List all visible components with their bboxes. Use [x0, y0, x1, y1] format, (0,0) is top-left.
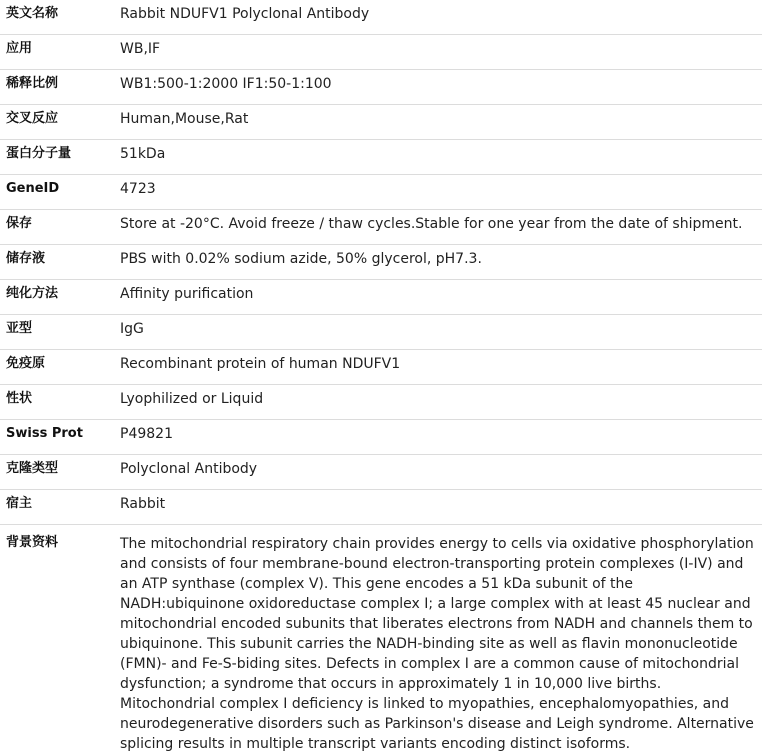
spec-label-cell [0, 35, 114, 70]
spec-label-cell [0, 525, 114, 754]
spec-value: Polyclonal Antibody [114, 455, 762, 479]
spec-value-cell [114, 35, 762, 70]
spec-value-cell [114, 70, 762, 105]
spec-label-cell [0, 70, 114, 105]
spec-label-cell [0, 175, 114, 210]
spec-value: P49821 [114, 420, 762, 444]
background-label: 背景资料 [0, 525, 114, 552]
spec-row-application [0, 35, 762, 70]
spec-value: Rabbit [114, 490, 762, 514]
spec-value: 51kDa [114, 140, 762, 164]
spec-value: Human,Mouse,Rat [114, 105, 762, 129]
spec-row-immunogen [0, 350, 762, 385]
spec-label: 免疫原 [0, 350, 114, 373]
background-text: The mitochondrial respiratory chain provides energy to cells via oxidative phosphorylation and consists of four membrane-bound electron-transporting protein complexes (I-IV) and an ATP synthase (complex V). This gene encodes a 51 kDa subunit of the NADH:ubiquinone oxidoreductase complex I; a large complex with at least 45 nuclear and mitochondrial encoded subunits that liberates electrons from NADH and channels them to ubiquinone. This subunit carries the NADH-binding site as well as flavin mononucleotide (FMN)- and Fe-S-biding sites. Defects in complex I are a common cause of mitochondrial dysfunction; a syndrome that occurs in approximately 1 in 10,000 live births. Mitochondrial complex I deficiency is linked to myopathies, encephalomyopathies, and neurodegenerative disorders such as Parkinson's disease and Leigh syndrome. Alternative splicing results in multiple transcript variants encoding distinct isoforms. [114, 525, 762, 754]
spec-label-cell [0, 280, 114, 315]
spec-label-cell [0, 490, 114, 525]
spec-value: WB,IF [114, 35, 762, 59]
spec-row-storage [0, 210, 762, 245]
spec-value-cell [114, 490, 762, 525]
spec-label: 应用 [0, 35, 114, 58]
spec-label: Swiss Prot [0, 420, 114, 443]
spec-value-cell [114, 105, 762, 140]
spec-label: 储存液 [0, 245, 114, 268]
spec-value-cell [114, 385, 762, 420]
spec-value: IgG [114, 315, 762, 339]
spec-label-cell [0, 245, 114, 280]
spec-value-cell [114, 0, 762, 35]
spec-label: 性状 [0, 385, 114, 408]
spec-value-cell [114, 175, 762, 210]
spec-label: GeneID [0, 175, 114, 198]
spec-value: Lyophilized or Liquid [114, 385, 762, 409]
spec-label: 交叉反应 [0, 105, 114, 128]
spec-label-cell [0, 140, 114, 175]
spec-row-english-name [0, 0, 762, 35]
spec-value: Affinity purification [114, 280, 762, 304]
spec-row-background [0, 525, 762, 754]
spec-label: 宿主 [0, 490, 114, 513]
spec-row-molecular-weight [0, 140, 762, 175]
spec-row-dilution [0, 70, 762, 105]
spec-value: PBS with 0.02% sodium azide, 50% glycerol, pH7.3. [114, 245, 762, 269]
spec-row-purification [0, 280, 762, 315]
spec-value-cell [114, 525, 762, 754]
spec-label-cell [0, 420, 114, 455]
spec-row-clonality [0, 455, 762, 490]
spec-row-isotype [0, 315, 762, 350]
spec-value-cell [114, 420, 762, 455]
spec-row-form [0, 385, 762, 420]
spec-label-cell [0, 385, 114, 420]
spec-label-cell [0, 210, 114, 245]
spec-value: 4723 [114, 175, 762, 199]
spec-label: 保存 [0, 210, 114, 233]
spec-label: 英文名称 [0, 0, 114, 23]
spec-label: 稀释比例 [0, 70, 114, 93]
spec-label-cell [0, 315, 114, 350]
spec-label-cell [0, 455, 114, 490]
spec-row-cross-reactivity [0, 105, 762, 140]
spec-value-cell [114, 350, 762, 385]
spec-label: 克隆类型 [0, 455, 114, 478]
spec-value-cell [114, 455, 762, 490]
spec-value: Rabbit NDUFV1 Polyclonal Antibody [114, 0, 762, 24]
spec-label-cell [0, 0, 114, 35]
spec-row-buffer [0, 245, 762, 280]
spec-value: Recombinant protein of human NDUFV1 [114, 350, 762, 374]
spec-value-cell [114, 315, 762, 350]
spec-value: WB1:500-1:2000 IF1:50-1:100 [114, 70, 762, 94]
spec-label: 蛋白分子量 [0, 140, 114, 163]
spec-label-cell [0, 105, 114, 140]
spec-value-cell [114, 280, 762, 315]
spec-value: Store at -20°C. Avoid freeze / thaw cycles.Stable for one year from the date of shipment. [114, 210, 762, 234]
spec-label: 亚型 [0, 315, 114, 338]
spec-value-cell [114, 210, 762, 245]
spec-row-swiss-prot [0, 420, 762, 455]
spec-value-cell [114, 140, 762, 175]
spec-label-cell [0, 350, 114, 385]
spec-value-cell [114, 245, 762, 280]
spec-row-gene-id [0, 175, 762, 210]
spec-label: 纯化方法 [0, 280, 114, 303]
spec-row-host [0, 490, 762, 525]
